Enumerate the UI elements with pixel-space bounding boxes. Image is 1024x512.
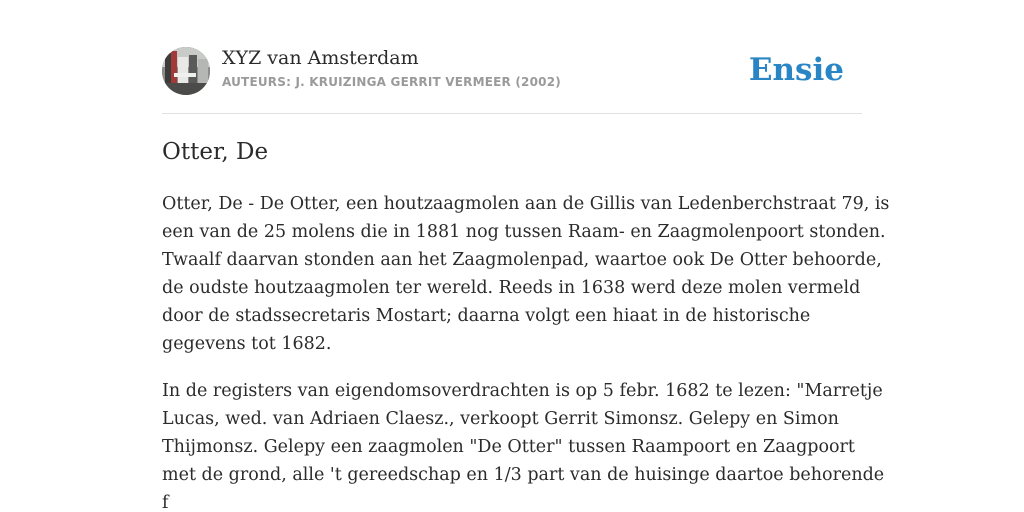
text-line: Twaalf daarvan stonden aan het Zaagmolenpad, waartoe ook De Otter behoorde,: [162, 250, 882, 270]
text-line: Lucas, wed. van Adriaen Claesz., verkoopt Gerrit Simonsz. Gelepy en Simon: [162, 409, 839, 429]
text-line: gegevens tot 1682.: [162, 334, 332, 354]
text-line: de oudste houtzaagmolen ter wereld. Reeds in 1638 werd deze molen vermeld: [162, 278, 861, 298]
text-line: met de grond, alle 't gereedschap en 1/3 part van de huisinge daartoe behorende: [162, 465, 885, 485]
ensie-logo[interactable]: Ensie: [748, 52, 844, 88]
paragraph-1: [162, 190, 890, 358]
entry-title: Otter, De: [162, 139, 269, 165]
text-line: een van de 25 molens die in 1881 nog tussen Raam- en Zaagmolenpoort stonden.: [162, 222, 886, 242]
text-line: Thijmonsz. Gelepy een zaagmolen "De Otter" tussen Raampoort en Zaagpoort: [162, 437, 855, 457]
text-line: In de registers van eigendomsoverdrachten is op 5 febr. 1682 te lezen: "Marretje: [162, 381, 883, 401]
book-title[interactable]: XYZ van Amsterdam: [222, 47, 419, 69]
text-line: Otter, De - De Otter, een houtzaagmolen aan de Gillis van Ledenberchstraat 79, is: [162, 194, 890, 214]
entry-body: [162, 190, 890, 512]
book-cover-avatar[interactable]: [162, 47, 210, 95]
book-authors: AUTEURS: J. KRUIZINGA GERRIT VERMEER (2002): [222, 75, 561, 89]
text-line: f: [162, 493, 169, 512]
book-header: [162, 46, 862, 98]
text-line: door de stadssecretaris Mostart; daarna volgt een hiaat in de historische: [162, 306, 811, 326]
paragraph-2: [162, 377, 885, 512]
header-divider: [162, 113, 862, 114]
book-cover-image: [162, 47, 210, 95]
